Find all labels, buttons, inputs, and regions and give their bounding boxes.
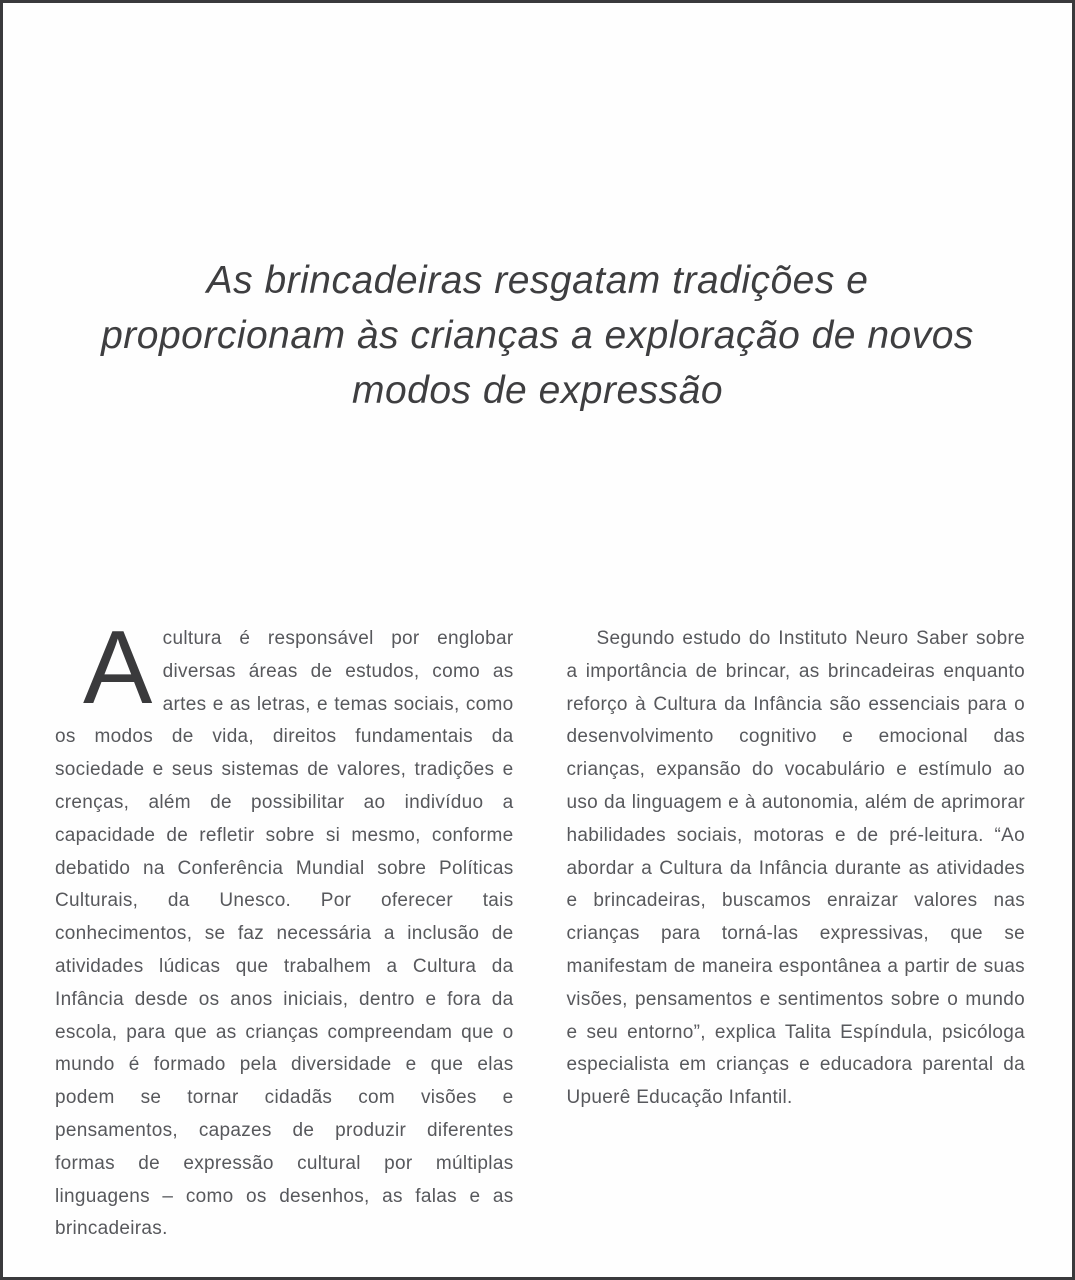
article-title	[58, 253, 1018, 418]
left-column	[55, 610, 514, 1246]
left-column-text: cultura é responsável por englobar diversas áreas de estudos, como as artes e as letras, e temas sociais, como os modos de vida, direitos fundamentais da sociedade e seus sistemas de valores, tradições e crenças, além de possibilitar ao indivíduo a capacidade de refletir sobre si mesmo, conforme debatido na Conferência Mundial sobre Políticas Culturais, da Unesco. Por oferecer tais conhecimentos, se faz necessária a inclusão de atividades lúdicas que trabalhem a Cultura da Infância desde os anos iniciais, dentro e fora da escola, para que as crianças compreendam que o mundo é formado pela diversidade e que elas podem se tornar cidadãs com visões e pensamentos, capazes de produzir diferentes formas de expressão cultural por múltiplas linguagens – como os desenhos, as falas e as brincadeiras.	[55, 628, 514, 1240]
left-column-paragraph	[55, 610, 514, 1246]
article-title-line-2: proporcionam às crianças a exploração de novos	[101, 314, 974, 357]
right-column	[567, 623, 1026, 1246]
right-column-paragraph: Segundo estudo do Instituto Neuro Saber sobre a importância de brincar, as brincadeiras enquanto reforço à Cultura da Infância são essenciais para o desenvolvimento cognitivo e emocional das crianças, expansão do vocabulário e estímulo ao uso da linguagem e à autonomia, além de aprimorar habilidades sociais, motoras e de pré-leitura. “Ao abordar a Cultura da Infância durante as atividades e brincadeiras, buscamos enraizar valores nas crianças para torná-las expressivas, que se manifestam de maneira espontânea a partir de suas visões, pensamentos e sentimentos sobre o mundo e seu entorno”, explica Talita Espíndula, psicóloga especialista em crianças e educadora parental da Upuerê Educação Infantil.	[566, 628, 1025, 1109]
article-title-line-1: As brincadeiras resgatam tradições e	[206, 259, 869, 302]
article-body	[3, 610, 1072, 1246]
drop-cap: A	[83, 610, 153, 726]
article-title-line-3: modos de expressão	[351, 369, 724, 412]
